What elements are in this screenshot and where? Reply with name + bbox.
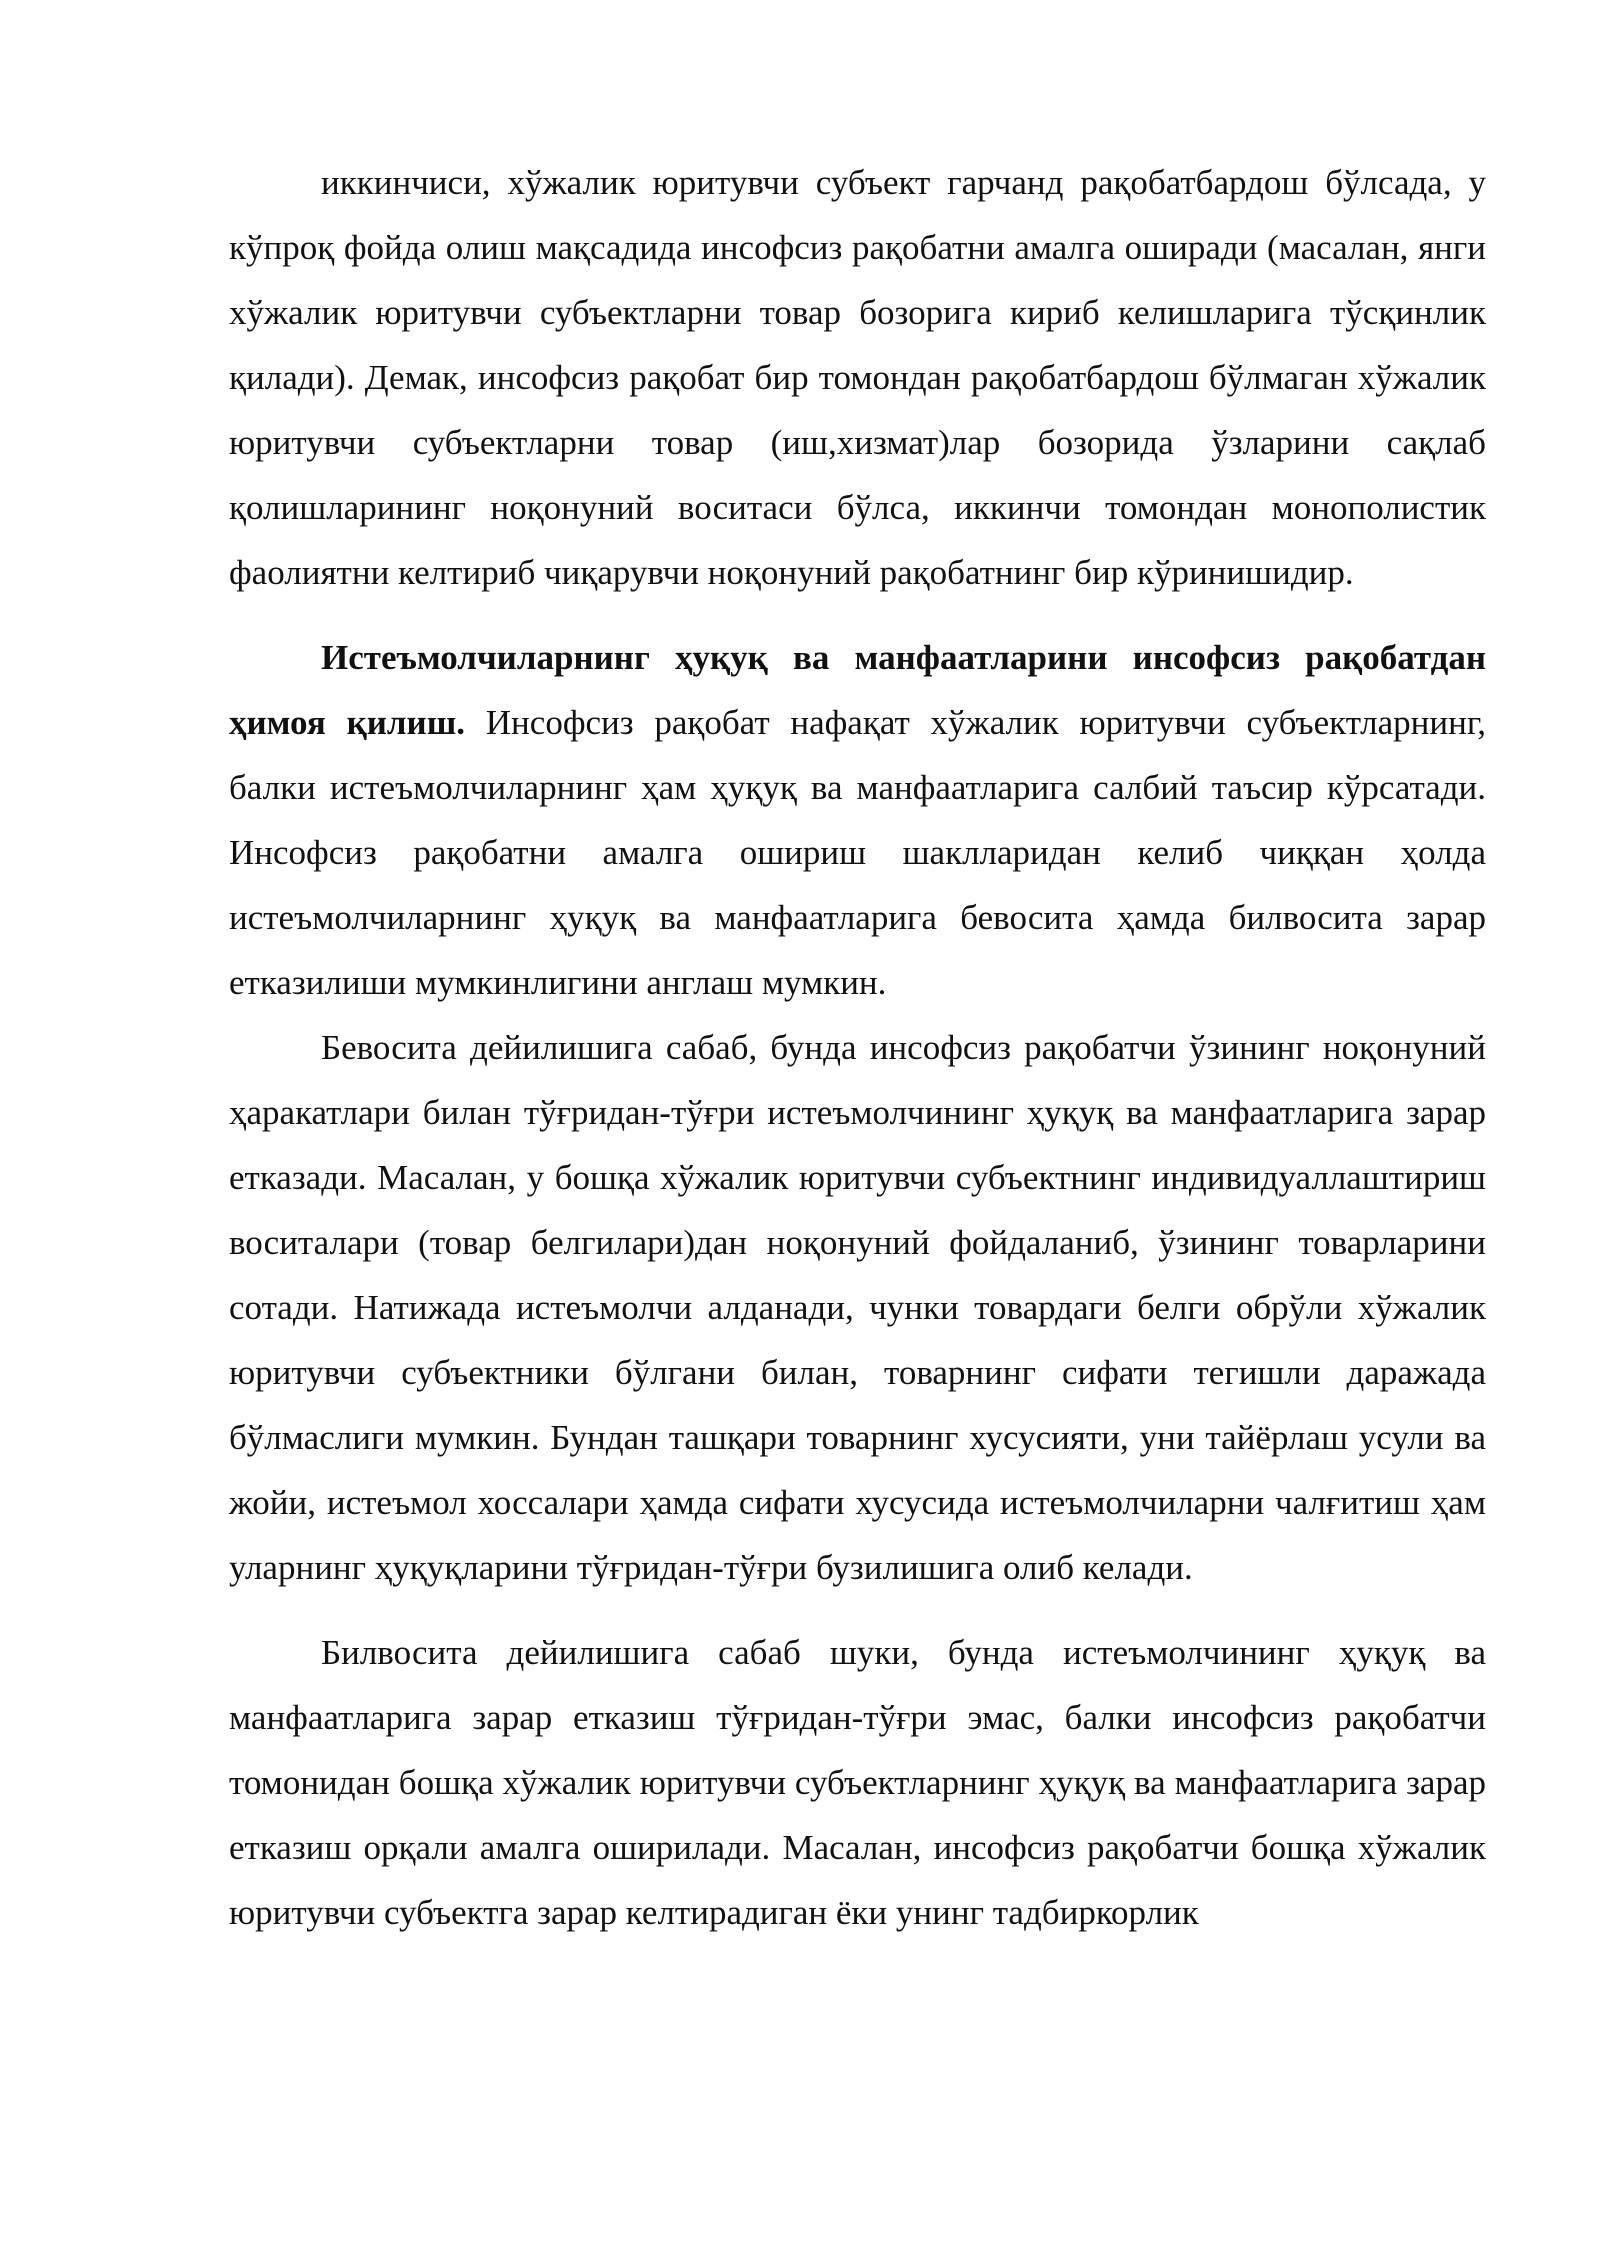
paragraph-2-body: Инсофсиз рақобат нафақат хўжалик юритувчи субъектларнинг, балки истеъмолчиларнинг ҳам ҳуқуқ ва манфаатларига салбий таъсир кўрсатади. Инсофсиз рақобатни амалга ошириш шаклларидан келиб чиққан ҳолда истеъмолчиларнинг ҳуқуқ ва манфаатларига бевосита ҳамда билвосита зарар етказилиши мумкинлигини англаш мумкин. [229, 703, 1487, 1002]
paragraph-2 [229, 625, 1486, 1015]
paragraph-3: Бевосита дейилишига сабаб, бунда инсофсиз рақобатчи ўзининг ноқонуний ҳаракатлари билан тўғридан-тўғри истеъмолчининг ҳуқуқ ва манфаатларига зарар етказади. Масалан, у бошқа хўжалик юритувчи субъектнинг индивидуаллаштириш воситалари (товар белгилари)дан ноқонуний фойдаланиб, ўзининг товарларини сотади. Натижада истеъмолчи алданади, чунки товардаги белги обрўли хўжалик юритувчи субъектники бўлгани билан, товарнинг сифати тегишли даражада бўлмаслиги мумкин. Бундан ташқари товарнинг хусусияти, уни тайёрлаш усули ва жойи, истеъмол хоссалари ҳамда сифати хусусида истеъмолчиларни чалғитиш ҳам уларнинг ҳуқуқларини тўғридан-тўғри бузилишига олиб келади. [229, 1028, 1486, 1587]
paragraph-4: Билвосита дейилишига сабаб шуки, бунда истеъмолчининг ҳуқуқ ва манфаатларига зарар етказиш тўғридан-тўғри эмас, балки инсофсиз рақобатчи томонидан бошқа хўжалик юритувчи субъектларнинг ҳуқуқ ва манфаатларига зарар етказиш орқали амалга оширилади. Масалан, инсофсиз рақобатчи бошқа хўжалик юритувчи субъектга зарар келтирадиган ёки унинг тадбиркорлик [229, 1633, 1486, 1932]
section-heading: Истеъмолчиларнинг ҳуқуқ ва манфаатларини инсофсиз рақобатдан ҳимоя қилиш. [229, 638, 1486, 742]
paragraph-1: иккинчиси, хўжалик юритувчи субъект гарчанд рақобатбардош бўлсада, у кўпроқ фойда олиш мақсадида инсофсиз рақобатни амалга оширади (масалан, янги хўжалик юритувчи субъектларни товар бозорига кириб келишларига тўсқинлик қилади). Демак, инсофсиз рақобат бир томондан рақобатбардош бўлмаган хўжалик юритувчи субъектларни товар (иш,хизмат)лар бозорида ўзларини сақлаб қолишларининг ноқонуний воситаси бўлса, иккинчи томондан монополистик фаолиятни келтириб чиқарувчи ноқонуний рақобатнинг бир кўринишидир. [229, 163, 1486, 592]
document-page [229, 150, 1486, 1945]
